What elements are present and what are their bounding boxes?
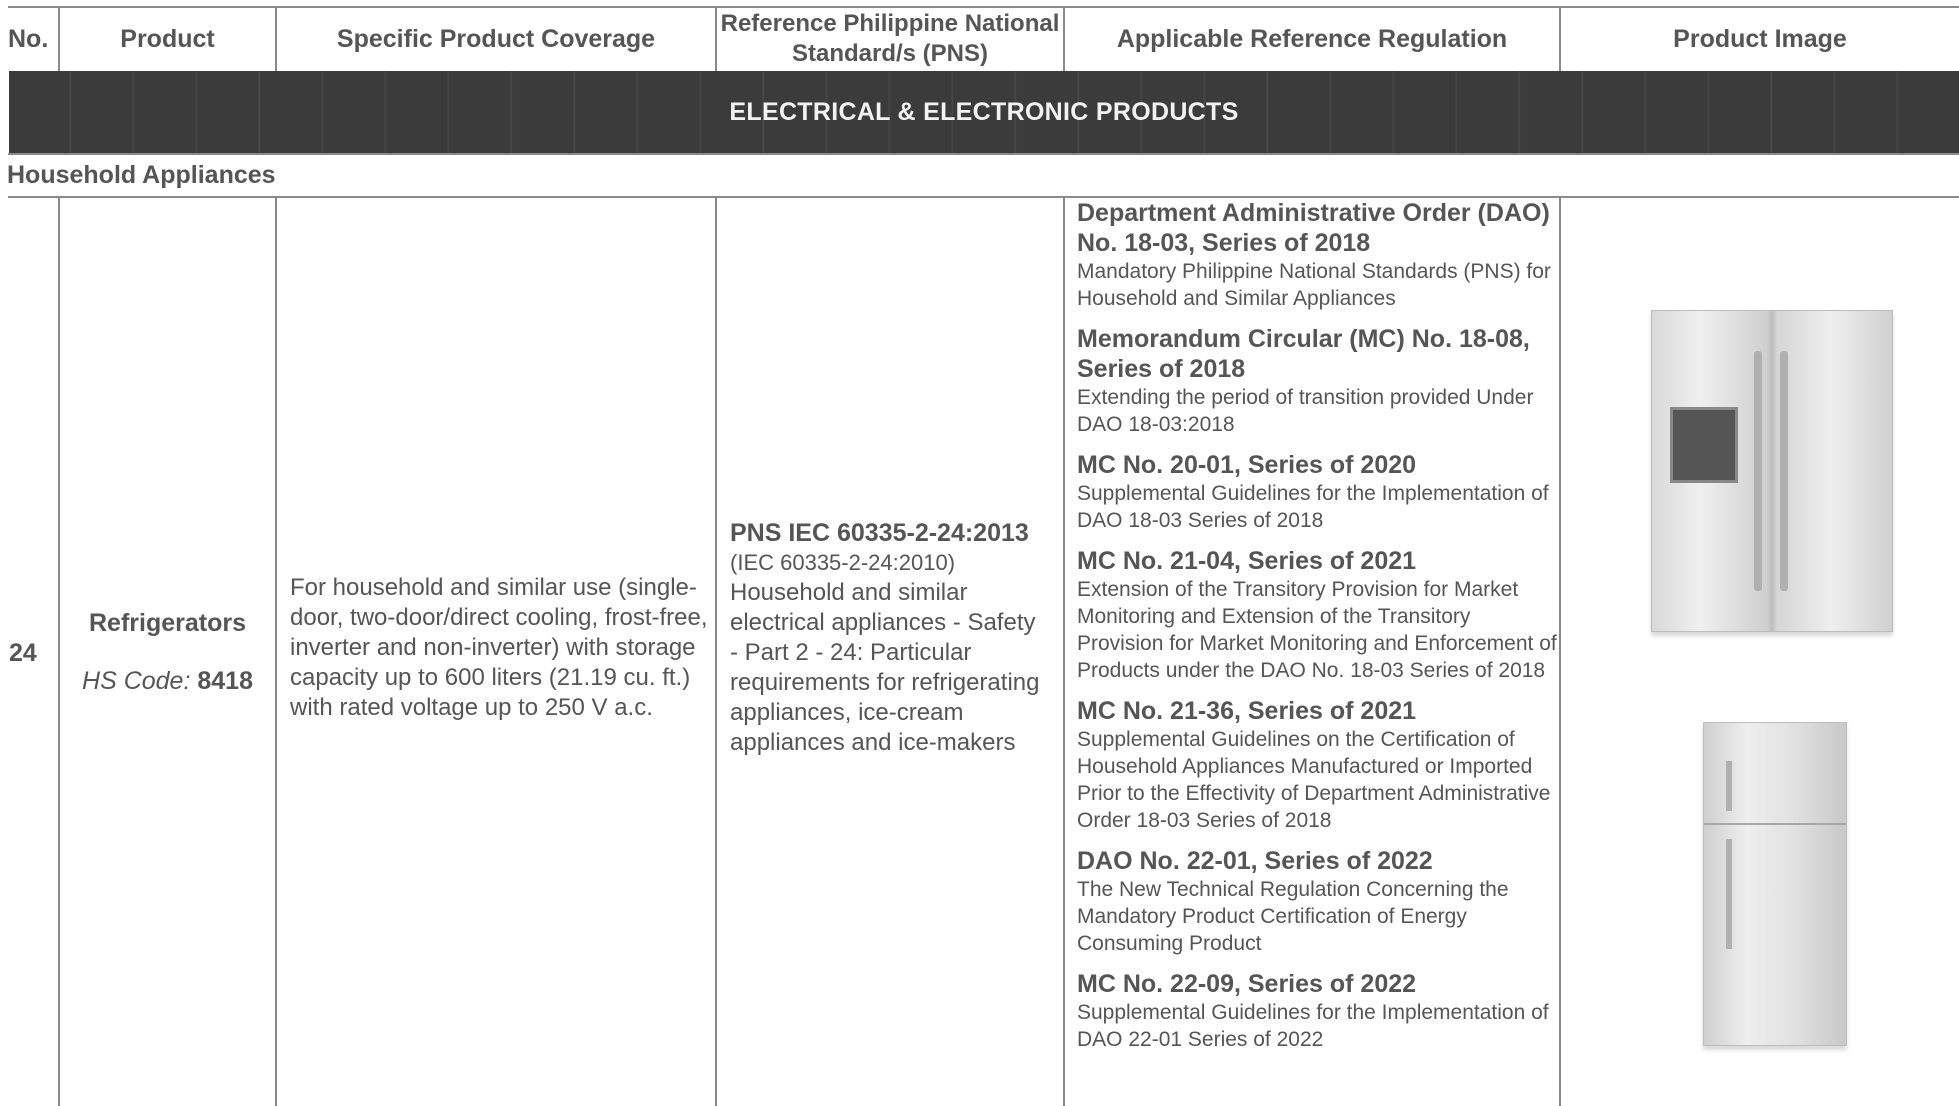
regulation-item (1077, 198, 1557, 312)
right-door-handle (1780, 351, 1788, 591)
subcategory-title: Household Appliances (7, 161, 276, 189)
side-by-side-refrigerator-image (1651, 310, 1893, 632)
hs-code-value: 8418 (197, 667, 253, 695)
regulation-title: DAO No. 22-01, Series of 2022 (1077, 847, 1433, 875)
regulation-title: MC No. 22-09, Series of 2022 (1077, 970, 1417, 998)
regulation-item (1077, 324, 1557, 438)
subcategory-divider-bottom (8, 196, 1959, 198)
product-name: Refrigerators (89, 609, 246, 637)
regulation-title: MC No. 21-04, Series of 2021 (1077, 547, 1417, 575)
regulation-description: Supplemental Guidelines for the Implementation of DAO 22-01 Series of 2022 (1077, 1001, 1549, 1051)
regulation-description: Mandatory Philippine National Standards (PNS) for Household and Similar Appliances (1077, 260, 1551, 310)
water-dispenser (1670, 407, 1738, 483)
hs-code (60, 666, 275, 696)
regulation-description: Extension of the Transitory Provision for Market Monitoring and Extension of the Transitory Provision for Market Monitoring and Enforcement of Products under the DAO No. 18-03 Series of 2018 (1077, 578, 1557, 682)
col-divider-1b (58, 196, 60, 1106)
regulation-title: MC No. 21-36, Series of 2021 (1077, 697, 1417, 725)
regulation-title: MC No. 20-01, Series of 2020 (1077, 451, 1417, 479)
header-product: Product (120, 24, 215, 53)
regulation-title: Memorandum Circular (MC) No. 18-08, Series of 2018 (1077, 325, 1530, 383)
pns-iec-reference: (IEC 60335-2-24:2010) (730, 550, 956, 575)
col-divider-5b (1559, 196, 1561, 1106)
regulation-item (1077, 969, 1557, 1053)
regulation-description: Supplemental Guidelines for the Implementation of DAO 18-03 Series of 2018 (1077, 482, 1549, 532)
regulation-item (1077, 450, 1557, 534)
subcategory-divider-top (8, 153, 1959, 155)
header-pns: Reference Philippine National Standard/s (PNS) (720, 10, 1060, 67)
pns-title: PNS IEC 60335-2-24:2013 (730, 519, 1029, 547)
col-divider-4b (1063, 196, 1065, 1106)
hs-code-label: HS Code: (82, 667, 191, 695)
regulation-description: The New Technical Regulation Concerning the Mandatory Product Certification of Energy Consuming Product (1077, 878, 1509, 955)
category-title: ELECTRICAL & ELECTRONIC PRODUCTS (729, 97, 1239, 126)
header-image: Product Image (1673, 24, 1847, 53)
col-divider-3b (715, 196, 717, 1106)
pns-cell (730, 518, 1050, 758)
fridge-handle (1726, 839, 1732, 949)
freezer-handle (1726, 761, 1732, 811)
header-regulation: Applicable Reference Regulation (1116, 24, 1508, 53)
header-no: No. (8, 24, 49, 53)
regulation-item (1077, 696, 1557, 834)
pns-description: Household and similar electrical appliances - Safety - Part 2 - 24: Particular requirements for refrigerating appliances, ice-cream appliances and ice-makers (730, 579, 1040, 756)
regulation-list (1077, 198, 1557, 1065)
regulation-description: Extending the period of transition provided Under DAO 18-03:2018 (1077, 386, 1534, 436)
regulation-description: Supplemental Guidelines on the Certification of Household Appliances Manufactured or Imported Prior to the Effectivity of Department Administrative Order 18-03 Series of 2018 (1077, 728, 1551, 832)
col-divider-2b (275, 196, 277, 1106)
top-freezer-refrigerator-image (1703, 722, 1847, 1046)
header-coverage: Specific Product Coverage (336, 24, 656, 53)
category-band (9, 71, 1959, 153)
door-split-line (1704, 823, 1846, 825)
regulation-item (1077, 546, 1557, 684)
left-door-handle (1754, 351, 1762, 591)
regulation-item (1077, 846, 1557, 957)
row-number: 24 (9, 639, 37, 667)
regulation-title: Department Administrative Order (DAO) No. 18-03, Series of 2018 (1077, 199, 1550, 257)
product-coverage: For household and similar use (single-door, two-door/direct cooling, frost-free, inverter and non-inverter) with storage capacity up to 600 liters (21.19 cu. ft.) with rated voltage up to 250 V a.c. (290, 574, 708, 721)
